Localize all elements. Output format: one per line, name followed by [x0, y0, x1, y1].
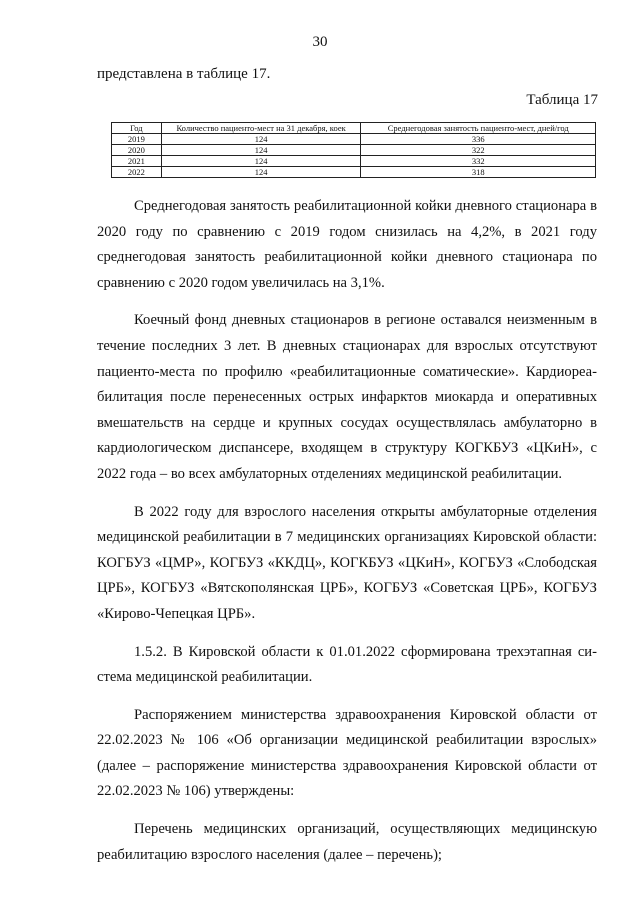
table-row: [112, 145, 596, 156]
cell-year: 2019: [112, 134, 162, 145]
paragraph-occupancy-change: Среднегодовая занятость реабилитационной койки дневного стационара в 2020 году по сравнению с 2019 годом снизилась на 4,2%, в 2021 году среднегодовая занятость реабилитационной койки дневного стационара по сравнению с 2020 годом увеличилась на 3,1%.: [97, 198, 597, 291]
paragraph-bed-fund: Коечный фонд дневных стационаров в регионе оставался неизменным в течение последних 3 лет. В дневных стационарах для взрослых отсутствуют пациенто-места по профилю «реабилитационные соматические». Кардиореабилитация после перенесенных острых инфарктов миокарда и оперативных вмешательств на сердце и крупных сосудах осуществлялась амбулаторно в кардиологическом диспансере, входящем в структуру КОГКБУЗ «ЦКиН», с 2022 года – во всех амбулаторных отделениях медицинской реабилитации.: [97, 312, 597, 482]
cell-occupancy: 318: [361, 167, 596, 178]
table-caption: Таблица 17: [526, 92, 598, 108]
paragraph-2022-departments: В 2022 году для взрослого населения открыты амбулаторные отделения медицинской реабилитации в 7 медицинских организациях Кировской области: КОГБУЗ «ЦМР», КОГБУЗ «ККДЦ», КОГКБУЗ «ЦКиН», КОГБУЗ «Слободская ЦРБ», КОГБУЗ «Вятскополянская ЦРБ», КОГБУЗ «Советская ЦРБ», КОГБУЗ «Кирово-Чепецкая ЦРБ».: [97, 503, 597, 622]
table-row: [112, 134, 596, 145]
table-row: [112, 167, 596, 178]
cell-occupancy: 332: [361, 156, 596, 167]
cell-occupancy: 322: [361, 145, 596, 156]
occupancy-table: [111, 122, 596, 178]
cell-occupancy: 336: [361, 134, 596, 145]
header-beds: Количество пациенто-мест на 31 декабря, коек: [161, 123, 361, 134]
table-row: [112, 156, 596, 167]
header-year: Год: [112, 123, 162, 134]
cell-beds: 124: [161, 134, 361, 145]
table-header-row: [112, 123, 596, 134]
cell-beds: 124: [161, 167, 361, 178]
paragraph-organizations-list: Перечень медицинских организаций, осуществляющих медицинскую реабилитацию взрослого населения (далее – перечень);: [97, 821, 597, 863]
body-text: [97, 194, 597, 868]
cell-year: 2021: [112, 156, 162, 167]
header-occupancy: Среднегодовая занятость пациенто-мест, дней/год: [361, 123, 596, 134]
cell-year: 2020: [112, 145, 162, 156]
cell-beds: 124: [161, 156, 361, 167]
paragraph-section-1-5-2: 1.5.2. В Кировской области к 01.01.2022 сформирована трехэтапная система медицинской реабилитации.: [97, 643, 597, 686]
cell-year: 2022: [112, 167, 162, 178]
intro-line: представлена в таблице 17.: [97, 66, 271, 82]
cell-beds: 124: [161, 145, 361, 156]
page-number: 30: [312, 34, 328, 50]
paragraph-ministry-order: Распоряжением министерства здравоохранения Кировской области от 22.02.2023 № 106 «Об организации медицинской реабилитации взрослых» (далее – распоряжение министерства здравоохранения Кировской области от 22.02.2023 № 106) утверждены:: [97, 706, 597, 800]
